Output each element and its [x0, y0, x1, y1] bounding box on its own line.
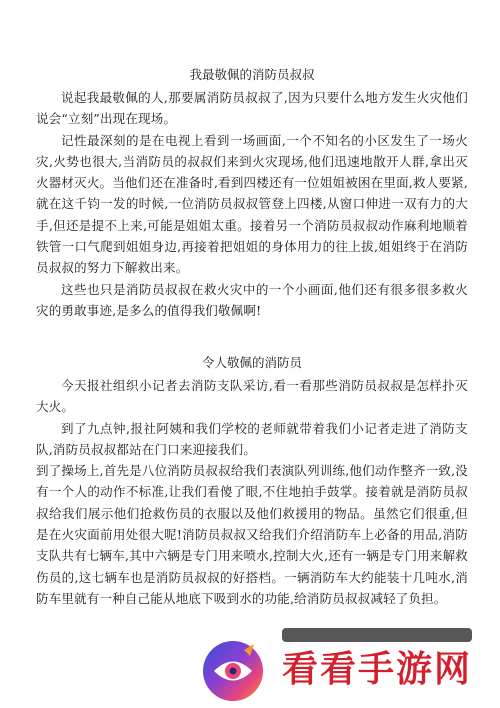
watermark-text: 看看手游网	[282, 649, 473, 690]
essay-2	[36, 352, 468, 609]
site-watermark	[198, 628, 498, 704]
essay-2-paragraph-1: 今天报社组织小记者去消防支队采访,看一看那些消防员叔叔是怎样扑灭大火。	[36, 378, 468, 415]
app-logo-icon	[200, 638, 266, 704]
essay-1-title: 我最敬佩的消防员叔叔	[189, 67, 315, 82]
essay-1	[36, 64, 468, 321]
essay-2-paragraph-2: 到了九点钟,报社阿姨和我们学校的老师就带着我们小记者走进了消防支队,消防员叔叔都站在门口来迎接我们。	[36, 420, 468, 457]
watermark-bar	[282, 628, 472, 642]
essay-1-paragraph-2: 记性最深刻的是在电视上看到一场画面,一个不知名的小区发生了一场火灾,火势也很大,当消防员的叔叔们来到火灾现场,他们迅速地散开人群,拿出灭火器材灭火。当他们还在准备时,看到四楼还有一位姐姐被困在里面,救人要紧,就在这千钧一发的时候,一位消防员叔叔管登上四楼,从窗口伸进一双有力的大手,但还是提不上来,可能是姐姐太重。接着另一个消防员叔叔动作麻利地顺着铁管一口气爬到姐姐身边,再接着把姐姐的身体用力的往上拔,姐姐终于在消防员叔叔的努力下解救出来。	[36, 132, 468, 276]
essay-2-title: 令人敬佩的消防员	[201, 355, 302, 370]
essay-1-paragraph-3: 这些也只是消防员叔叔在救火灾中的一个小画面,他们还有很多很多救火灾的勇敢事迹,是多么的值得我们敬佩啊!	[36, 281, 468, 318]
essay-1-paragraph-1: 说起我最敬佩的人,那要属消防员叔叔了,因为只要什么地方发生火灾他们说会“立刻”出现在现场。	[36, 90, 468, 127]
essay-2-paragraph-3: 到了操场上,首先是八位消防员叔叔给我们表演队列训练,他们动作整齐一致,没有一个人的动作不标准,让我们看傻了眼,不住地拍手鼓掌。接着就是消防员叔叔给我们展示他们抢救伤员的衣服以及他们救援用的物品。虽然它们很重,但是在火灾面前用处很大呢!消防员叔叔又给我们介绍消防车上必备的用品,消防支队共有七辆车,其中六辆是专门用来喷水,控制大火,还有一辆是专门用来解救伤员的,这七辆车也是消防员叔叔的好搭档。一辆消防车大约能装十几吨水,消防车里就有一种自己能从地底下吸到水的功能,给消防员叔叔减轻了负担。	[36, 463, 468, 606]
